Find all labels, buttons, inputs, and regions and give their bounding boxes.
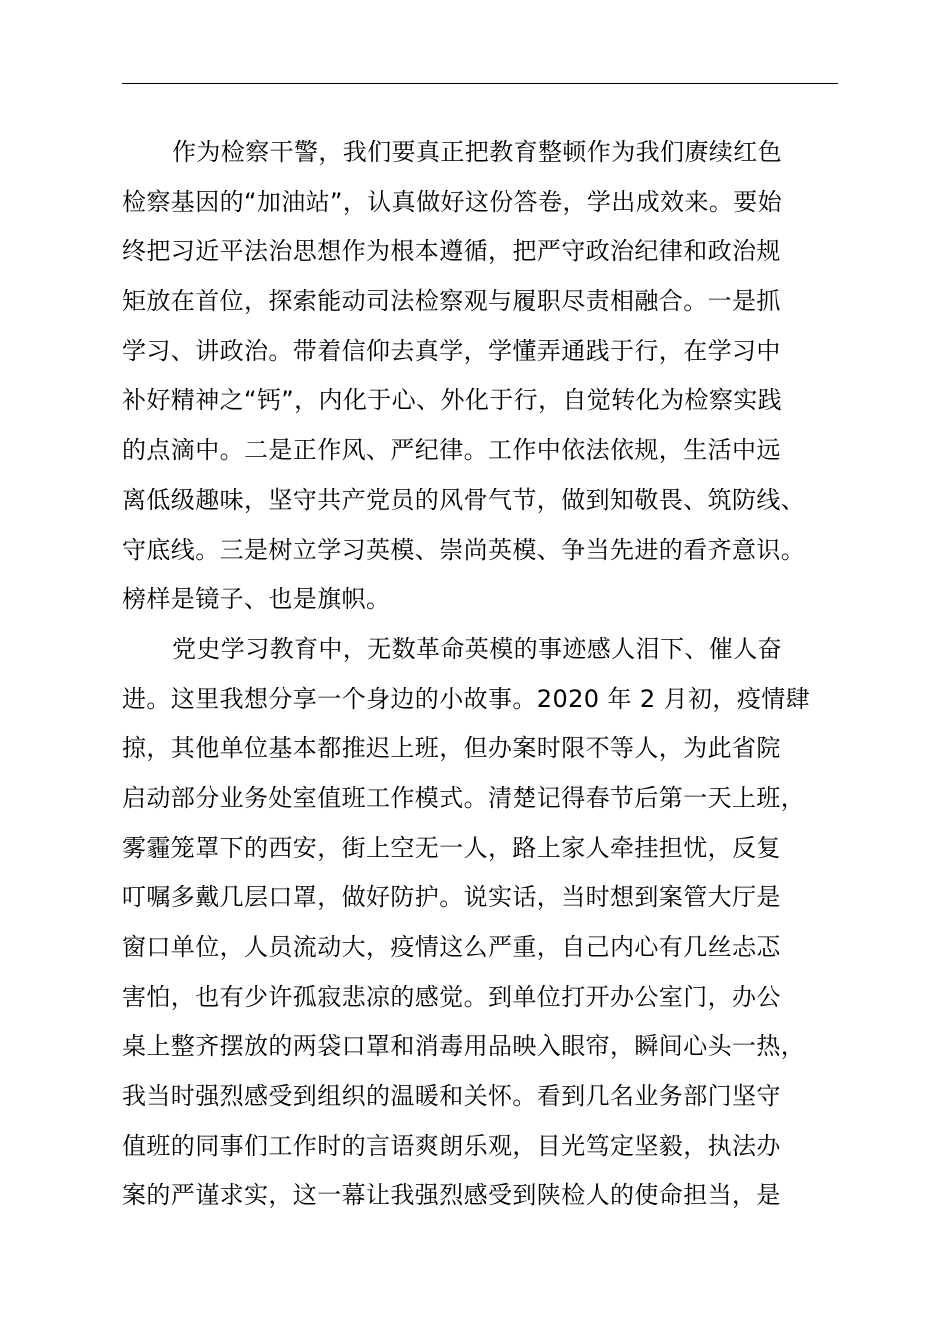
text-line: 值班的同事们工作时的言语爽朗乐观，目光笃定坚毅，执法办: [122, 1131, 781, 1160]
header-rule: [122, 83, 838, 84]
text-line: 终把习近平法治思想作为根本遵循，把严守政治纪律和政治规: [122, 237, 781, 266]
text-line: 学习、讲政治。带着信仰去真学，学懂弄通践于行，在学习中: [122, 336, 781, 365]
text-line: 作为检察干警，我们要真正把教育整顿作为我们赓续红色: [172, 138, 782, 166]
text-line: 检察基因的“加油站”，认真做好这份答卷，学出成效来。要始: [122, 187, 783, 216]
text-line: 的点滴中。二是正作风、严纪律。工作中依法依规，生活中远: [122, 436, 781, 465]
text-line: 离低级趣味，坚守共产党员的风骨气节，做到知敬畏、筑防线、: [122, 485, 806, 514]
text-line: 我当时强烈感受到组织的温暖和关怀。看到几名业务部门坚守: [122, 1082, 781, 1111]
text-line: 害怕，也有少许孤寂悲凉的感觉。到单位打开办公室门，办公: [122, 982, 781, 1011]
text-line: 雾霾笼罩下的西安，街上空无一人，路上家人牵挂担忧，反复: [122, 833, 781, 862]
text-line: 案的严谨求实，这一幕让我强烈感受到陕检人的使命担当，是: [122, 1181, 781, 1210]
document-body: [122, 128, 862, 1221]
text-line: 榜样是镜子、也是旗帜。: [122, 585, 391, 614]
text-line: 桌上整齐摆放的两袋口罩和消毒用品映入眼帘，瞬间心头一热，: [122, 1032, 806, 1061]
paragraph-2: [122, 625, 862, 1221]
text-line: 掠，其他单位基本都推迟上班，但办案时限不等人，为此省院: [122, 734, 781, 763]
text-line: 守底线。三是树立学习英模、崇尚英模、争当先进的看齐意识。: [122, 535, 806, 564]
text-line: 矩放在首位，探索能动司法检察观与履职尽责相融合。一是抓: [122, 287, 781, 316]
text-line: 党史学习教育中，无数革命英模的事迹感人泪下、催人奋: [172, 634, 782, 663]
text-line: 启动部分业务处室值班工作模式。清楚记得春节后第一天上班，: [122, 783, 806, 812]
text-line: 补好精神之“钙”，内化于心、外化于行，自觉转化为检察实践: [122, 386, 783, 415]
paragraph-1: [122, 128, 862, 625]
text-line: 叮嘱多戴几层口罩，做好防护。说实话，当时想到案管大厅是: [122, 883, 781, 912]
text-line: 窗口单位，人员流动大，疫情这么严重，自己内心有几丝忐忑: [122, 933, 781, 961]
text-line: 进。这里我想分享一个身边的小故事。2020 年 2 月初，疫情肆: [122, 684, 811, 713]
